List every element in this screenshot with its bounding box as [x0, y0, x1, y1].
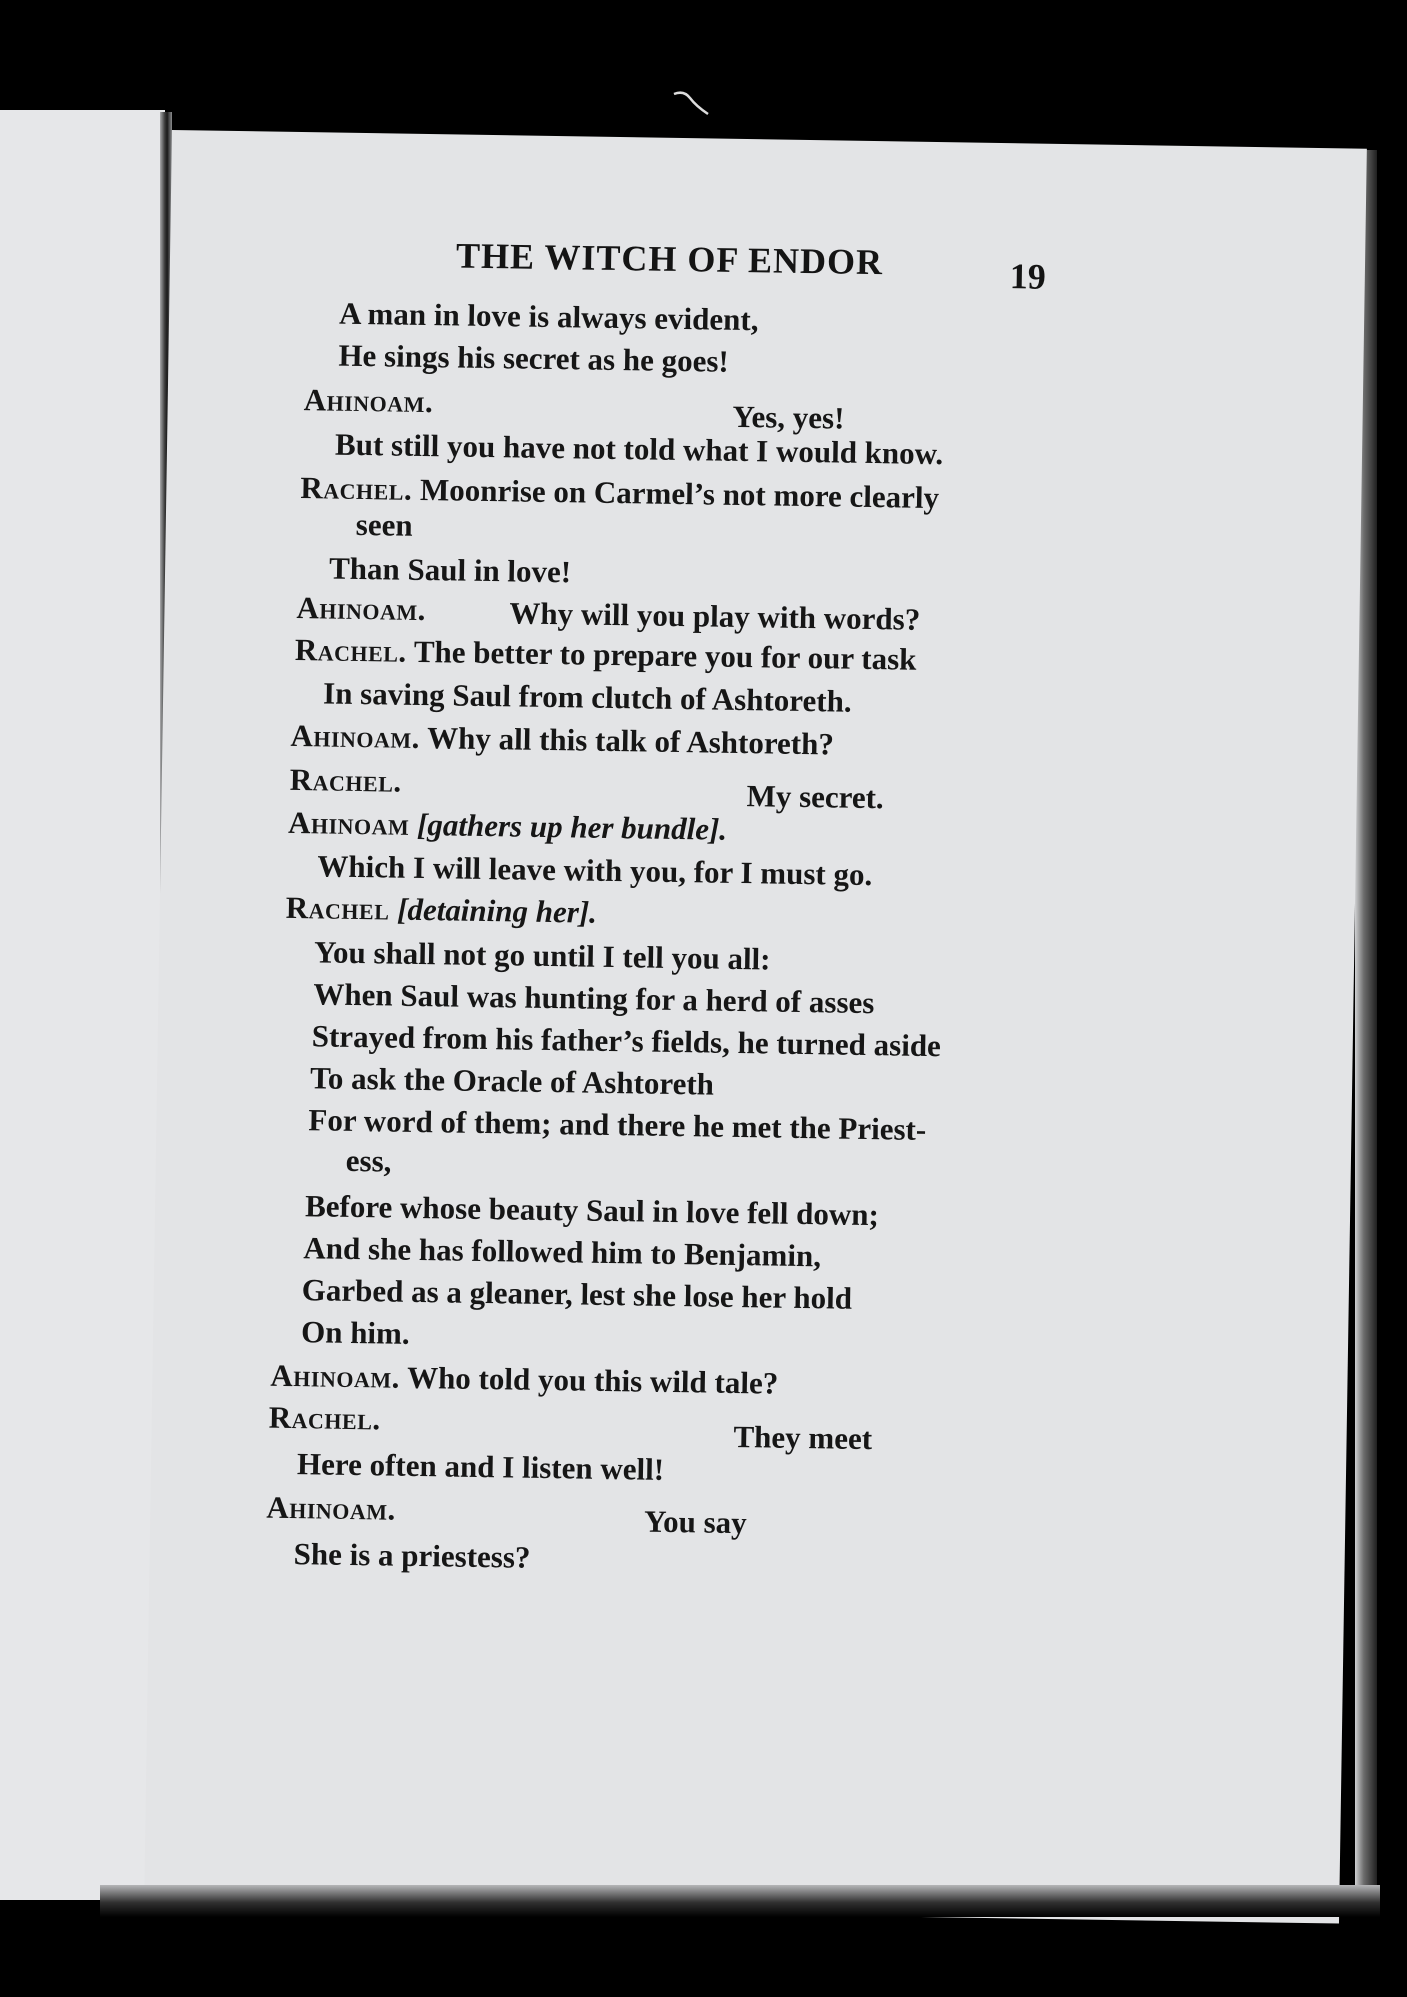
speaker-name: Ahinoam.	[303, 382, 434, 420]
speech-line	[294, 631, 917, 677]
verse-line	[308, 1104, 926, 1145]
line-text: Before whose beauty Saul in love fell down;	[304, 1188, 880, 1233]
line-text: On him.	[300, 1314, 410, 1351]
line-text: Strayed from his father’s fields, he turned aside	[311, 1018, 942, 1064]
speaker-name: Rachel.	[289, 761, 402, 799]
line-text: ess,	[345, 1142, 392, 1179]
speaker-name: Ahinoam.	[290, 717, 421, 755]
speech-continuation	[746, 778, 884, 816]
speaker-name: Ahinoam	[287, 804, 410, 842]
line-text: Moonrise on Carmel’s not more clearly	[419, 471, 940, 516]
stage-direction: [detaining her].	[396, 891, 598, 930]
verse-line	[345, 1142, 392, 1179]
line-text: Why will you play with words?	[509, 595, 921, 637]
verse-line	[313, 976, 875, 1021]
speech-line	[289, 761, 402, 799]
line-text: In saving Saul from clutch of Ashtoreth.	[322, 675, 852, 719]
speech-line	[266, 1489, 397, 1527]
verse-line	[334, 426, 944, 472]
line-text: Than Saul in love!	[328, 550, 572, 590]
verse-line	[301, 1316, 410, 1349]
line-text: seen	[355, 506, 413, 543]
line-text: And she has followed him to Benjamin,	[303, 1230, 822, 1274]
scan-mark	[672, 88, 710, 118]
speech-continuation	[643, 1503, 747, 1541]
line-text: You shall not go until I tell you all:	[313, 934, 771, 977]
speech-line	[268, 1399, 381, 1437]
verse-line	[297, 1448, 665, 1485]
line-text: Garbed as a gleaner, lest she lose her hold	[301, 1272, 853, 1316]
verse-line	[303, 1230, 822, 1274]
verse-line	[338, 295, 759, 338]
speaker-name: Ahinoam.	[270, 1357, 401, 1395]
line-text: When Saul was hunting for a herd of asses	[313, 976, 875, 1021]
verse-line	[355, 506, 413, 543]
speech-line	[270, 1357, 779, 1401]
speaker-name: Rachel	[285, 889, 390, 927]
page-number: 19	[1009, 256, 1047, 297]
speaker-name: Rachel.	[294, 631, 407, 669]
verse-line	[309, 1060, 715, 1102]
verse-line	[328, 550, 572, 590]
speech-continuation	[733, 1418, 873, 1457]
line-text: She is a priestess?	[293, 1536, 531, 1575]
stage-direction: [gathers up her bundle].	[416, 806, 728, 847]
speech-line	[290, 717, 835, 762]
line-text: You say	[643, 1503, 747, 1541]
page-bottom-edge	[100, 1885, 1380, 1917]
speech-continuation	[509, 595, 921, 637]
speaker-name: Ahinoam.	[266, 1489, 397, 1527]
verse-line	[302, 1274, 853, 1314]
facing-page	[0, 110, 165, 1900]
line-text: They meet	[733, 1418, 873, 1457]
line-text: He sings his secret as he goes!	[338, 337, 730, 379]
verse-line	[293, 1538, 530, 1573]
line-text: The better to prepare you for our task	[413, 633, 917, 677]
running-head: THE WITCH OF ENDOR	[455, 235, 884, 283]
line-text: Who told you this wild tale?	[406, 1359, 779, 1401]
line-text: Why all this talk of Ashtoreth?	[426, 720, 835, 762]
book-page	[144, 130, 1367, 1924]
line-text: To ask the Oracle of Ashtoreth	[309, 1060, 715, 1102]
speech-line	[303, 382, 434, 420]
verse-line	[317, 848, 873, 893]
line-text: But still you have not told what I would know.	[334, 426, 944, 472]
speaker-name: Rachel.	[268, 1399, 381, 1437]
verse-line	[311, 1018, 942, 1064]
speech-line	[296, 590, 427, 628]
speech-line	[287, 804, 728, 847]
verse-line	[322, 675, 852, 719]
verse-line	[338, 337, 730, 379]
line-text: My secret.	[746, 778, 884, 816]
line-text: A man in love is always evident,	[338, 295, 759, 338]
speech-line	[285, 889, 598, 930]
verse-line	[313, 934, 771, 977]
line-text: Which I will leave with you, for I must go.	[317, 848, 873, 893]
line-text: For word of them; and there he met the Priest-	[308, 1102, 927, 1147]
speech-continuation	[732, 398, 845, 436]
verse-line	[304, 1188, 880, 1233]
speaker-name: Rachel.	[300, 470, 413, 507]
line-text: Yes, yes!	[732, 398, 845, 436]
speaker-name: Ahinoam.	[296, 590, 427, 628]
line-text: Here often and I listen well!	[296, 1446, 665, 1487]
